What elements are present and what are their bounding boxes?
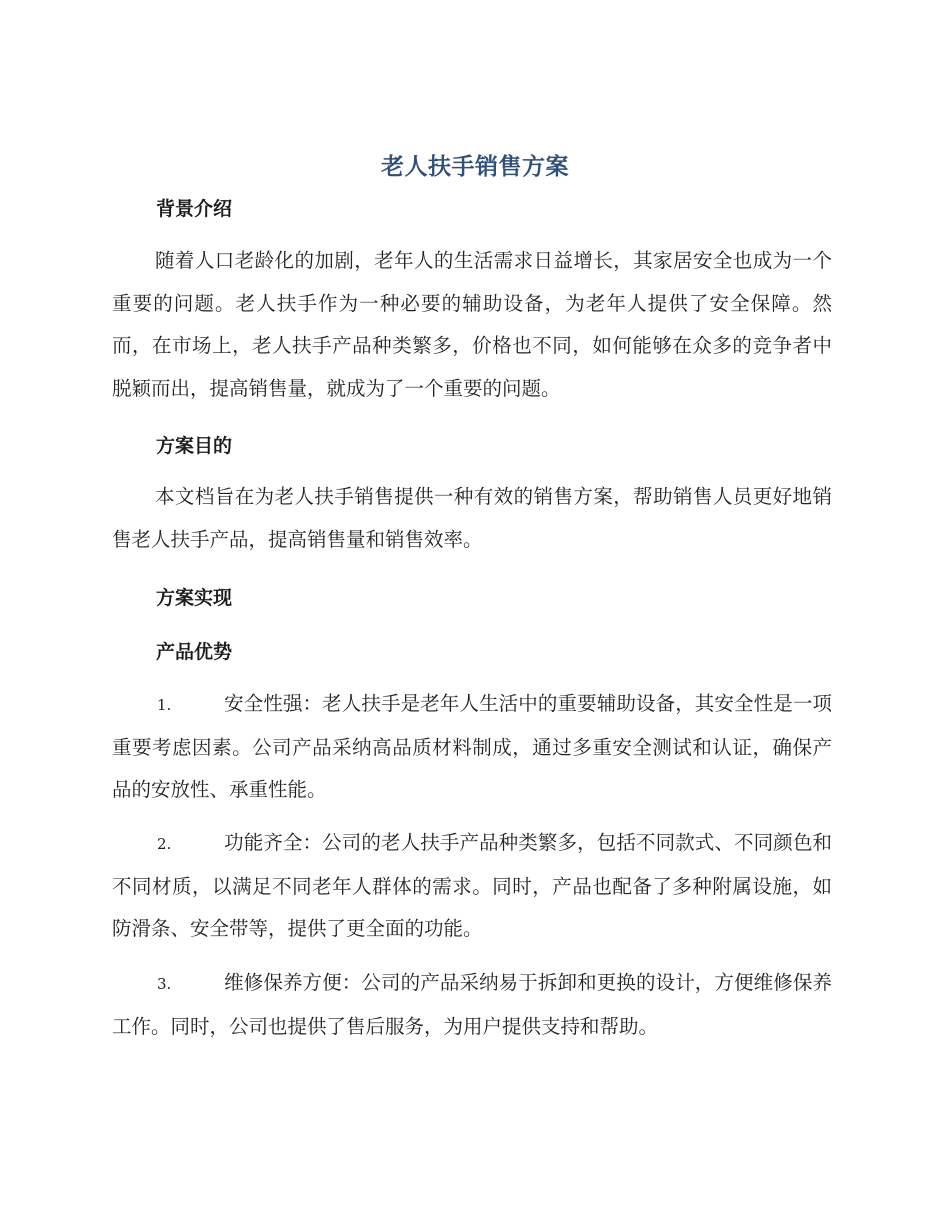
list-item <box>112 683 832 812</box>
list-item-number: 2. <box>157 835 172 853</box>
list-item-number: 1. <box>157 696 172 714</box>
section-heading-purpose: 方案目的 <box>156 435 233 457</box>
list-item <box>112 962 832 1048</box>
list-item-text: 维修保养方便：公司的产品采纳易于拆卸和更换的设计，方便维修保养工作。同时，公司也提供了售后服务，为用户提供支持和帮助。 <box>112 971 832 1038</box>
section-paragraph-purpose: 本文档旨在为老人扶手销售提供一种有效的销售方案，帮助销售人员更好地销售老人扶手产品，提高销售量和销售效率。 <box>112 485 832 551</box>
list-item-number: 3. <box>157 975 172 993</box>
list-item <box>112 822 832 951</box>
section-heading-background: 背景介绍 <box>156 198 233 220</box>
list-item-text: 功能齐全：公司的老人扶手产品种类繁多，包括不同款式、不同颜色和不同材质，以满足不同老年人群体的需求。同时，产品也配备了多种附属设施，如防滑条、安全带等，提供了更全面的功能。 <box>112 831 832 940</box>
section-heading-advantages: 产品优势 <box>156 641 233 663</box>
list-item-text: 安全性强：老人扶手是老年人生活中的重要辅助设备，其安全性是一项重要考虑因素。公司产品采纳高品质材料制成，通过多重安全测试和认证，确保产品的安放性、承重性能。 <box>112 692 832 801</box>
section-paragraph-background: 随着人口老龄化的加剧，老年人的生活需求日益增长，其家居安全也成为一个重要的问题。老人扶手作为一种必要的辅助设备，为老年人提供了安全保障。然而，在市场上，老人扶手产品种类繁多，价格也不同，如何能够在众多的竞争者中脱颖而出，提高销售量，就成为了一个重要的问题。 <box>112 249 832 400</box>
section-heading-implementation: 方案实现 <box>156 587 233 609</box>
document-title: 老人扶手销售方案 <box>381 154 569 180</box>
